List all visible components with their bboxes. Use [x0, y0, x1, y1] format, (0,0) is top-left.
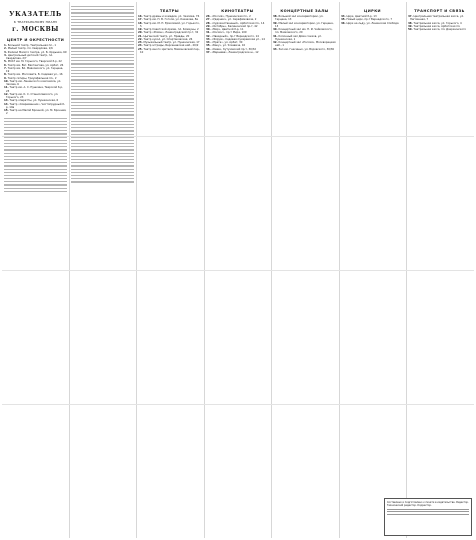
list-item [341, 22, 404, 25]
entry-number: 43. [273, 47, 279, 51]
list-item [408, 28, 471, 31]
entry-number: 11. [4, 86, 10, 90]
column-5 [271, 2, 338, 538]
entry-number: 24. [138, 44, 144, 48]
entry-number: 16. [138, 15, 144, 18]
entry-text: Театр им. Моссовета, Б. Садовая ул., 16 [7, 73, 63, 77]
entry-text: Концертный зал «Россия», Москворецкая наб., 1 [275, 41, 336, 48]
entry-text: Центральная театральная касса, ул. Неглинная, 7 [410, 15, 464, 22]
entry-number: 34. [206, 41, 212, 44]
entry-number: 38. [273, 15, 279, 18]
entry-text: Театр «Современник», Чистопрудный б-р, 19а [6, 102, 65, 109]
entry-text: Театральная касса, Арбатская пл. [413, 24, 461, 28]
entry-text: Театр «Ромэн», Ленинградский пр-т, 32 [143, 31, 199, 35]
list-item [273, 48, 336, 51]
entry-text: «Прага», ул. Арбат, 30 [211, 41, 243, 44]
entry-text: Цирк на льду, ул. Ленинская Слобода [346, 21, 399, 25]
column-6 [339, 2, 406, 538]
entry-text: Театр кукол, ул. Спартаковская, 26 [143, 37, 193, 41]
entry-number: 13. [4, 99, 10, 103]
entry-text: Театральная касса, ул. Горького, 4 [413, 21, 462, 25]
entry-number: 35. [206, 44, 212, 48]
entry-text: «Звездный», пр-т Вернадского, 14 [211, 34, 259, 38]
entry-number: 1. [4, 44, 8, 47]
entry-text: Театр юного зрителя, Мамоновский пер., 10 [140, 47, 201, 54]
entry-number: 14. [4, 102, 10, 106]
entry-number: 31. [206, 31, 212, 35]
entry-number: 27. [206, 18, 212, 22]
entry-number: 20. [138, 31, 144, 35]
entry-number: 44. [341, 15, 347, 18]
entry-text: Театр им. Ленинского комсомола, ул. Чехова, 6 [6, 79, 62, 86]
entry-text: Большой зал консерватории, ул. Герцена, 13 [275, 15, 324, 22]
section-title: ЦЕНТР И ОКРЕСТНОСТИ [6, 38, 65, 42]
entry-text: Театр им. А. С. Пушкина, Тверской б-р, 23 [6, 86, 63, 93]
entry-text: «Форум», Садовая-Сухаревская ул., 14 [211, 37, 265, 41]
imprint-box [384, 498, 472, 536]
entry-text: Театр на Малой Бронной, ул. М. Бронная, 2 [6, 109, 67, 116]
entry-number: 12. [4, 92, 10, 96]
list-item [4, 109, 67, 116]
entry-number: 40. [273, 28, 279, 31]
entry-text: Малый театр, пл. Свердлова, 1/6 [7, 47, 53, 51]
entry-number: 4. [4, 53, 8, 57]
entry-text: «Художественный», Арбатская пл., 14 [211, 21, 265, 25]
entry-number: 39. [273, 21, 279, 25]
entry-number: 28. [206, 21, 212, 25]
guide-city: г. МОСКВЫ [12, 26, 59, 33]
entry-text: Концертный зал им. П. И. Чайковского, пл. Маяковского, 20 [275, 28, 333, 35]
entry-number: 37. [206, 50, 212, 54]
entry-number: 49. [408, 24, 414, 28]
entry-text: «Киев», Кутузовский пр-т, 30/32 [211, 47, 256, 51]
entry-text: Колонный зал Дома союзов, ул. Пушкинская, 1 [275, 34, 322, 41]
entry-number: 36. [206, 47, 212, 51]
entry-number: 29. [206, 24, 212, 28]
entry-text: Музыкальный театр, ул. Пушкинская, 17 [143, 41, 200, 44]
entry-text: Театр Советской Армии, пл. Коммуны, 2 [143, 28, 199, 31]
entry-text: Цирк, Цветной б-р, 13 [346, 15, 377, 18]
section-title: ЦИРКИ [364, 9, 381, 13]
entry-number: 18. [138, 21, 144, 25]
guide-subtitle: К ТЕАТРАЛЬНОМУ ПЛАНУ [13, 20, 58, 24]
column-4 [204, 2, 271, 538]
column-3 [136, 2, 203, 538]
column-1 [2, 2, 69, 538]
entry-text: Новый цирк, пр-т Вернадского, 7 [346, 18, 392, 22]
entry-text: Театр сатиры, Триумфальная пл., 2 [7, 76, 57, 80]
text-block [4, 118, 67, 193]
entry-text: Театр им. Евг. Вахтангова, ул. Арбат, 26 [7, 63, 64, 67]
entry-text: Театр им. Вл. Маяковского, ул. Герцена, 19 [6, 66, 64, 73]
entry-text: Театр оперетты, ул. Пушкинская, 6 [9, 99, 59, 103]
entry-number: 22. [138, 37, 144, 41]
entry-number: 41. [273, 34, 279, 38]
text-block [71, 6, 134, 183]
entry-number: 3. [4, 50, 8, 54]
section-title: ТЕАТРЫ [160, 9, 179, 13]
entry-text: «Мир», Цветной б-р, 11 [211, 28, 244, 31]
entry-text: Театр им. М. Н. Ермоловой, ул. Горького, 5 [140, 21, 200, 28]
entry-text: Театр эстрады, Берсеневская наб., 20/2 [143, 44, 199, 48]
entry-number: 50. [408, 28, 414, 31]
entry-number: 32. [206, 34, 212, 38]
list-item [206, 51, 269, 54]
entry-number: 10. [4, 79, 10, 83]
entry-number: 8. [4, 73, 8, 77]
entry-text: «Россия», Пушкинская пл., 2 [211, 15, 251, 18]
entry-number: 5. [4, 60, 8, 64]
entry-number: 21. [138, 34, 144, 38]
entry-text: Центральный детский театр, пл. Свердлова, 2/7 [6, 53, 53, 60]
guide-title: УКАЗАТЕЛЬ [9, 10, 62, 18]
column-7 [406, 2, 473, 538]
entry-text: «Варшава», Ленинградское ш., 12 [211, 50, 259, 54]
entry-text: «Космос», пр-т Мира, 109 [211, 31, 247, 35]
entry-number: 48. [408, 21, 414, 25]
entry-number: 45. [341, 18, 347, 22]
entry-text: Филиал Малого театра, ул. Б. Ордынка, 69 [7, 50, 67, 54]
entry-text: Театральная касса, пл. Дзержинского [413, 28, 467, 31]
entry-text: «Ударник», ул. Серафимовича, 2 [211, 18, 257, 22]
entry-number: 7. [4, 66, 8, 70]
entry-number: 46. [341, 21, 347, 25]
entry-number: 42. [273, 41, 279, 44]
entry-number: 47. [408, 15, 414, 18]
guide-sheet [2, 2, 474, 538]
entry-text: Театр им. К. С. Станиславского, ул. Горького, 23 [6, 92, 59, 99]
entry-text: Зал им. Гнесиных, ул. Воровского, 30/36 [278, 47, 335, 51]
entry-text: МХАТ им. М. Горького, Тверской б-р, 22 [7, 60, 62, 64]
entry-text: Театр драмы и комедии, ул. Чкалова, 76 [143, 15, 200, 18]
entry-number: 23. [138, 41, 144, 44]
entry-number: 6. [4, 63, 8, 67]
entry-number: 26. [206, 15, 212, 18]
entry-text: Цыганский театр, ул. Правды, 20 [143, 34, 190, 38]
entry-number: 9. [4, 76, 8, 80]
section-title: ТРАНСПОРТ И СВЯЗЬ [414, 9, 465, 13]
entry-text: «Октябрь», Калининский пр-т, 42 [211, 24, 258, 28]
section-title: КОНЦЕРТНЫЕ ЗАЛЫ [280, 9, 329, 13]
entry-number: 17. [138, 18, 144, 22]
entry-number: 19. [138, 28, 144, 31]
imprint-text: Составлено и подготовлено к печати в издательстве. Редактор. Технический редактор. Корректор. [387, 501, 469, 507]
list-item [138, 48, 201, 55]
entry-text: Малый зал консерватории, ул. Герцена, 13 [275, 21, 334, 28]
entry-text: «Баку», ул. Усиевича, 10 [211, 44, 246, 48]
entry-number: 33. [206, 37, 212, 41]
section-title: КИНОТЕАТРЫ [221, 9, 254, 13]
entry-number: 2. [4, 47, 8, 51]
entry-number: 25. [138, 47, 144, 51]
entry-number: 15. [4, 109, 10, 112]
entry-text: Театр им. Н. В. Гоголя, ул. Казакова, 8а [143, 18, 198, 22]
column-2 [69, 2, 136, 538]
entry-number: 30. [206, 28, 212, 31]
entry-text: Большой театр, Театральная пл., 1 [7, 44, 57, 47]
